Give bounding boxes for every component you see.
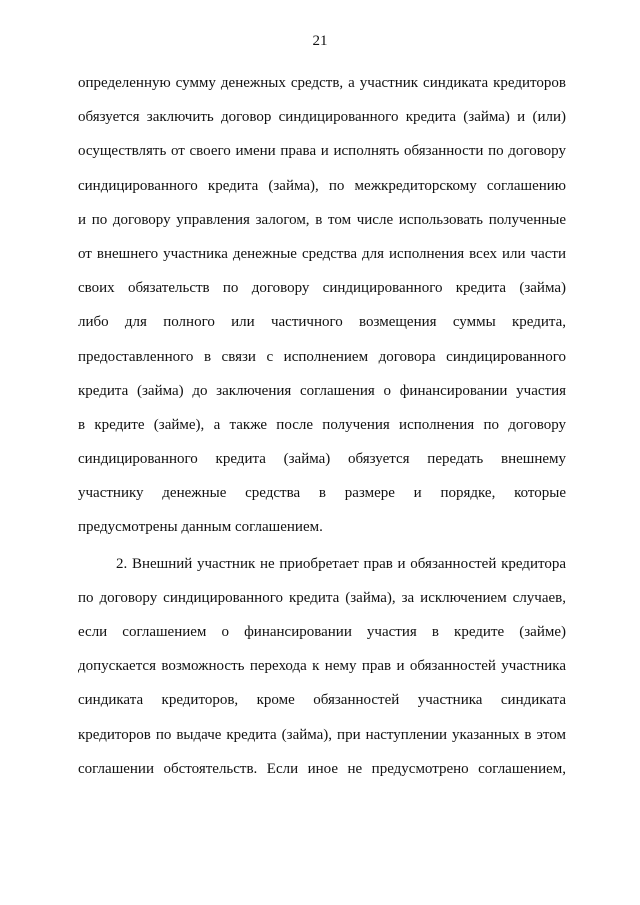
text-line: осуществлять от своего имени права и исполнять обязанности по договору (78, 143, 566, 160)
text-line: соглашении обстоятельств. Если иное не предусмотрено соглашением, (78, 760, 566, 777)
text-line: если соглашением о финансировании участия в кредите (займе) (78, 624, 566, 640)
text-line: допускается возможность перехода к нему прав и обязанностей участника (78, 658, 566, 675)
paragraph-1 (78, 66, 566, 545)
text-line: и по договору управления залогом, в том числе использовать полученные (78, 211, 566, 228)
text-line: обязуется заключить договор синдицированного кредита (займа) и (или) (78, 109, 566, 126)
paragraph-2 (78, 547, 566, 786)
text-line: либо для полного или частичного возмещения суммы кредита, (78, 314, 566, 331)
text-line: определенную сумму денежных средств, а участник синдиката кредиторов (78, 75, 566, 91)
text-line: синдицированного кредита (займа) обязуется передать внешнему (78, 451, 566, 468)
text-line: синдицированного кредита (займа), по межкредиторскому соглашению (78, 177, 566, 194)
text-line: по договору синдицированного кредита (займа), за исключением случаев, (78, 589, 566, 606)
text-line: кредиторов по выдаче кредита (займа), при наступлении указанных в этом (78, 726, 566, 743)
text-line: в кредите (займе), а также после получения исполнения по договору (78, 416, 566, 433)
page-number: 21 (312, 33, 328, 49)
text-line: кредита (займа) до заключения соглашения о финансировании участия (78, 382, 566, 399)
text-line: 2. Внешний участник не приобретает прав и обязанностей кредитора (116, 555, 566, 572)
text-line: своих обязательств по договору синдицированного кредита (займа) (78, 280, 566, 297)
text-line: предоставленного в связи с исполнением договора синдицированного (78, 348, 566, 365)
text-line: предусмотрены данным соглашением. (78, 519, 323, 536)
text-line: участнику денежные средства в размере и порядке, которые (78, 485, 566, 502)
text-line: от внешнего участника денежные средства для исполнения всех или части (78, 245, 566, 262)
text-line: синдиката кредиторов, кроме обязанностей участника синдиката (78, 692, 566, 709)
document-body (78, 66, 566, 786)
